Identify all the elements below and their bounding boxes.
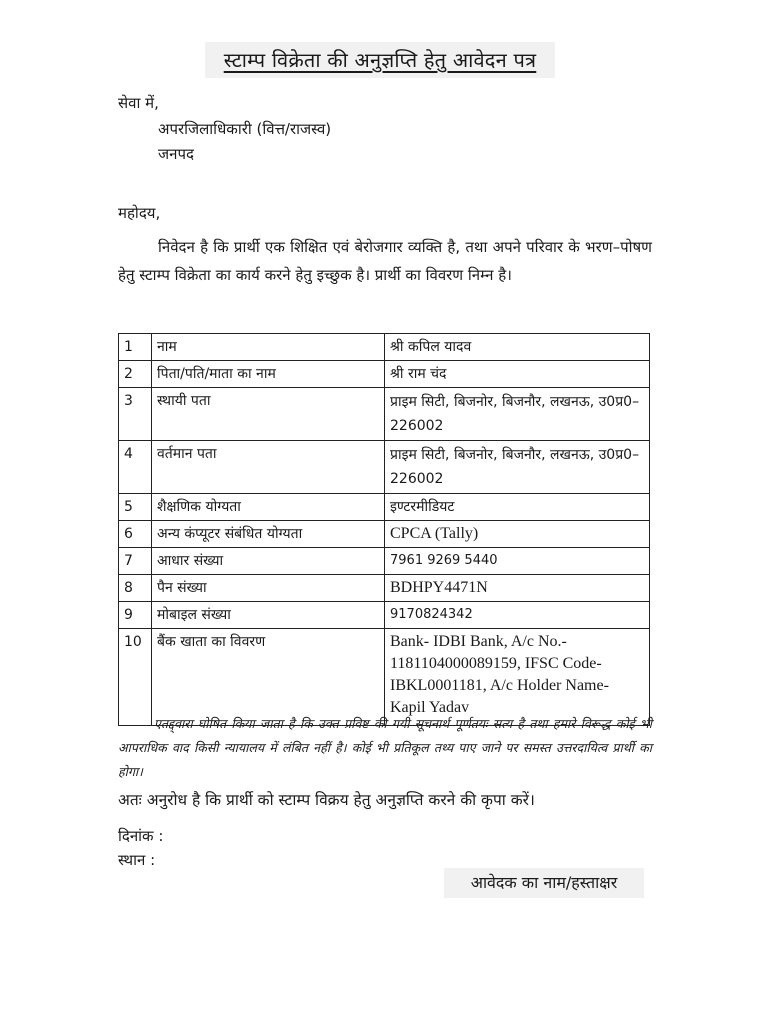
row-value: Bank- IDBI Bank, A/c No.- 1181104000089159, IFSC Code- IBKL0001181, A/c Holder Name- Kapil Yadav — [385, 629, 650, 726]
table-row — [119, 602, 650, 629]
row-number: 7 — [119, 548, 152, 575]
row-label: आधार संख्या — [152, 548, 385, 575]
row-number: 6 — [119, 521, 152, 548]
row-number: 8 — [119, 575, 152, 602]
row-value: इण्टरमीडियट — [385, 494, 650, 521]
table-row — [119, 494, 650, 521]
table-row — [119, 361, 650, 388]
request-text: अतः अनुरोध है कि प्रार्थी को स्टाम्प विक्रय हेतु अनुज्ञप्ति करने की कृपा करें। — [118, 791, 535, 809]
row-value: 7961 9269 5440 — [385, 548, 650, 575]
place-label: स्थान : — [118, 851, 156, 869]
row-value: BDHPY4471N — [385, 575, 650, 602]
table-row — [119, 521, 650, 548]
table-row — [119, 548, 650, 575]
row-number: 2 — [119, 361, 152, 388]
row-label: वर्तमान पता — [152, 441, 385, 494]
row-number: 10 — [119, 629, 152, 726]
table-row — [119, 629, 650, 726]
row-value: 9170824342 — [385, 602, 650, 629]
row-number: 4 — [119, 441, 152, 494]
row-label: पिता/पति/माता का नाम — [152, 361, 385, 388]
row-value: प्राइम सिटी, बिजनोर, बिजनौर, लखनऊ, उ0प्र0–226002 — [385, 388, 650, 441]
row-label: नाम — [152, 334, 385, 361]
row-label: शैक्षणिक योग्यता — [152, 494, 385, 521]
table-row — [119, 441, 650, 494]
table-row — [119, 575, 650, 602]
district-label: जनपद — [158, 145, 194, 163]
declaration-text: एतद्द्वारा घोषित किया जाता है कि उक्त प्रविष्ट की गयी सूचनार्थ पूर्णतयः सत्य है तथा हमारे विरूद्ध कोई भी आपराधिक वाद किसी न्यायालय में लंबित नहीं है। कोई भी प्रतिकूल तथ्य पाए जाने पर समस्त उत्तरदायित्व प्रार्थी का होगा। — [118, 716, 652, 779]
row-label: अन्य कंप्यूटर संबंधित योग्यता — [152, 521, 385, 548]
row-label: पैन संख्या — [152, 575, 385, 602]
salutation-to: सेवा में, — [118, 94, 159, 112]
table-row — [119, 388, 650, 441]
row-number: 5 — [119, 494, 152, 521]
row-value: श्री कपिल यादव — [385, 334, 650, 361]
date-label: दिनांक : — [118, 827, 164, 845]
row-value: प्राइम सिटी, बिजनोर, बिजनौर, लखनऊ, उ0प्र0–226002 — [385, 441, 650, 494]
row-number: 1 — [119, 334, 152, 361]
row-value: CPCA (Tally) — [385, 521, 650, 548]
document-title: स्टाम्प विक्रेता की अनुज्ञप्ति हेतु आवेदन पत्र — [205, 42, 555, 78]
intro-paragraph: निवेदन है कि प्रार्थी एक शिक्षित एवं बेरोजगार व्यक्ति है, तथा अपने परिवार के भरण–पोषण हेतु स्टाम्प विक्रेता का कार्य करने हेतु इच्छुक है। प्रार्थी का विवरण निम्न है। — [118, 238, 652, 284]
table-row — [119, 334, 650, 361]
row-label: मोबाइल संख्या — [152, 602, 385, 629]
greeting: महोदय, — [118, 204, 161, 222]
row-label: स्थायी पता — [152, 388, 385, 441]
row-number: 9 — [119, 602, 152, 629]
row-label: बैंक खाता का विवरण — [152, 629, 385, 726]
applicant-signature-label: आवेदक का नाम/हस्ताक्षर — [444, 868, 644, 898]
officer-designation: अपरजिलाधिकारी (वित्त/राजस्व) — [158, 120, 332, 138]
row-value: श्री राम चंद — [385, 361, 650, 388]
row-number: 3 — [119, 388, 152, 441]
applicant-details-table — [118, 333, 650, 726]
